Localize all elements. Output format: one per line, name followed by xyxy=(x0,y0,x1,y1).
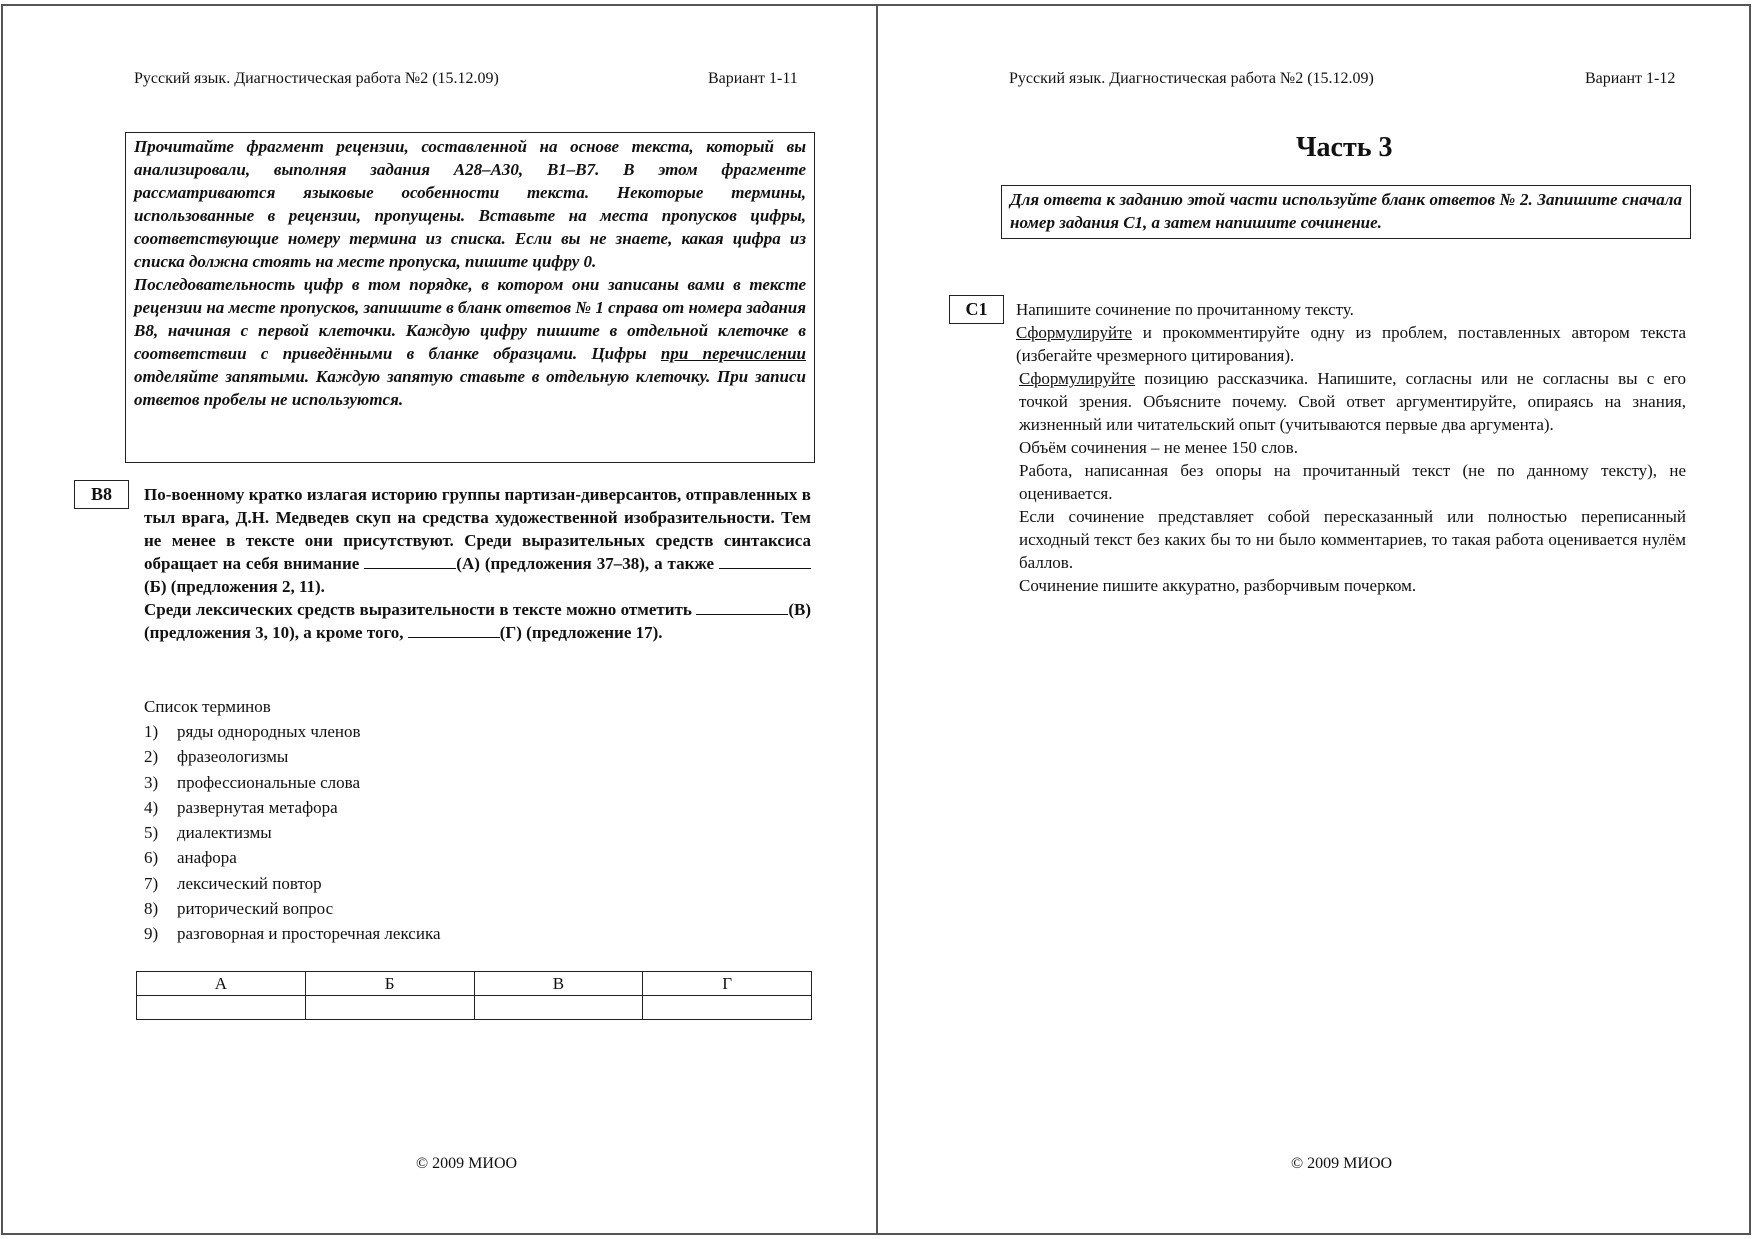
left-footer: © 2009 МИОО xyxy=(416,1155,518,1172)
right-header-title: Русский язык. Диагностическая работа №2 (15.12.09) xyxy=(1009,70,1374,87)
c1-line-6: Если сочинение представляет собой пересказанный или полностью переписанный исходный текст без каких бы то ни было комментариев, то такая работа оценивается нулём баллов. xyxy=(1019,507,1686,572)
page-divider xyxy=(876,4,878,1235)
c1-line-4: Объём сочинения – не менее 150 слов. xyxy=(1019,438,1298,457)
term-item: 8) риторический вопрос xyxy=(144,899,334,919)
blank-b xyxy=(719,554,811,569)
task-label-b8: В8 xyxy=(74,480,129,509)
task-b8-paragraph-1: По-военному кратко излагая историю группы партизан-диверсантов, отправленных в тыл врага, Д.Н. Медведев скуп на средства художественной изобразительности. Тем не менее в тексте они присутствуют. Среди выразительных средств синтаксиса обращает на себя внимание (А) (предложения 37–38), а также (Б) (предложения 2, 11). xyxy=(144,485,811,596)
right-instruction-box xyxy=(1001,185,1691,239)
task-b8-paragraph-2: Среди лексических средств выразительности в тексте можно отметить (В) (предложения 3, 10), а кроме того, (Г) (предложение 17). xyxy=(144,600,811,642)
task-b8-text xyxy=(144,483,811,644)
blank-g xyxy=(408,623,500,638)
term-item: 2) фразеологизмы xyxy=(144,747,289,767)
term-item: 7) лексический повтор xyxy=(144,873,322,893)
term-item: 3) профессиональные слова xyxy=(144,772,360,792)
answer-cell-g[interactable] xyxy=(643,996,812,1020)
answer-header-a: А xyxy=(137,972,306,996)
term-item: 6) анафора xyxy=(144,848,237,868)
term-item: 1) ряды однородных членов xyxy=(144,722,361,741)
answer-header-b: Б xyxy=(305,972,474,996)
answer-header-v: В xyxy=(474,972,643,996)
underlined-phrase: при перечислении xyxy=(660,344,806,363)
blank-v xyxy=(696,600,788,615)
answer-cell-v[interactable] xyxy=(474,996,643,1020)
c1-line-7: Сочинение пишите аккуратно, разборчивым почерком. xyxy=(1019,576,1417,595)
terms-title: Список терминов xyxy=(144,697,271,716)
right-instruction-text: Для ответа к заданию этой части используйте бланк ответов № 2. Запишите сначала номер задания С1, а затем напишите сочинение. xyxy=(1010,190,1682,232)
left-instruction-box xyxy=(125,132,815,463)
term-item: 5) диалектизмы xyxy=(144,823,272,843)
c1-line-3: Сформулируйте позицию рассказчика. Напишите, согласны или не согласны вы с его точкой зрения. Объясните почему. Свой ответ аргументируйте, опираясь на знания, жизненный или читательский опыт (учитываются первые два аргумента). xyxy=(1019,369,1686,434)
terms-list xyxy=(144,719,441,947)
left-header-variant: Вариант 1-11 xyxy=(708,70,798,87)
right-header-variant: Вариант 1-12 xyxy=(1585,70,1676,87)
blank-a xyxy=(364,554,456,569)
c1-line-2: Сформулируйте и прокомментируйте одну из проблем, поставленных автором текста (избегайте чрезмерного цитирования). xyxy=(1016,323,1686,365)
term-item: 9) разговорная и просторечная лексика xyxy=(144,924,441,944)
c1-line-1: Напишите сочинение по прочитанному тексту. xyxy=(1016,300,1354,319)
answer-cell-a[interactable] xyxy=(137,996,306,1020)
instruction-paragraph-1: Прочитайте фрагмент рецензии, составленной на основе текста, который вы анализировали, выполняя задания А28–А30, В1–В7. В этом фрагменте рассматриваются языковые особенности текста. Некоторые термины, использованные в рецензии, пропущены. Вставьте на места пропусков цифры, соответствующие номеру термина из списка. Если вы не знаете, какая цифра из списка должна стоять на месте пропуска, пишите цифру 0. xyxy=(134,137,806,271)
left-header-title: Русский язык. Диагностическая работа №2 (15.12.09) xyxy=(134,70,499,87)
answer-cell-b[interactable] xyxy=(305,996,474,1020)
part-title: Часть 3 xyxy=(1296,132,1393,163)
right-footer: © 2009 МИОО xyxy=(1291,1155,1393,1172)
task-c1-text xyxy=(1016,298,1686,597)
answer-header-g: Г xyxy=(643,972,812,996)
task-label-c1: С1 xyxy=(949,295,1004,324)
answer-table xyxy=(136,971,812,1020)
instruction-paragraph-2: Последовательность цифр в том порядке, в котором они записаны вами в тексте рецензии на месте пропусков, запишите в бланк ответов № 1 справа от номера задания В8, начиная с первой клеточки. Каждую цифру пишите в отдельной клеточке в соответствии с приведёнными в бланке образцами. Цифры при перечислении отделяйте запятыми. Каждую запятую ставьте в отдельную клеточку. При записи ответов пробелы не используются. xyxy=(134,275,806,409)
c1-line-5: Работа, написанная без опоры на прочитанный текст (не по данному тексту), не оценивается. xyxy=(1019,461,1686,503)
term-item: 4) развернутая метафора xyxy=(144,797,338,817)
